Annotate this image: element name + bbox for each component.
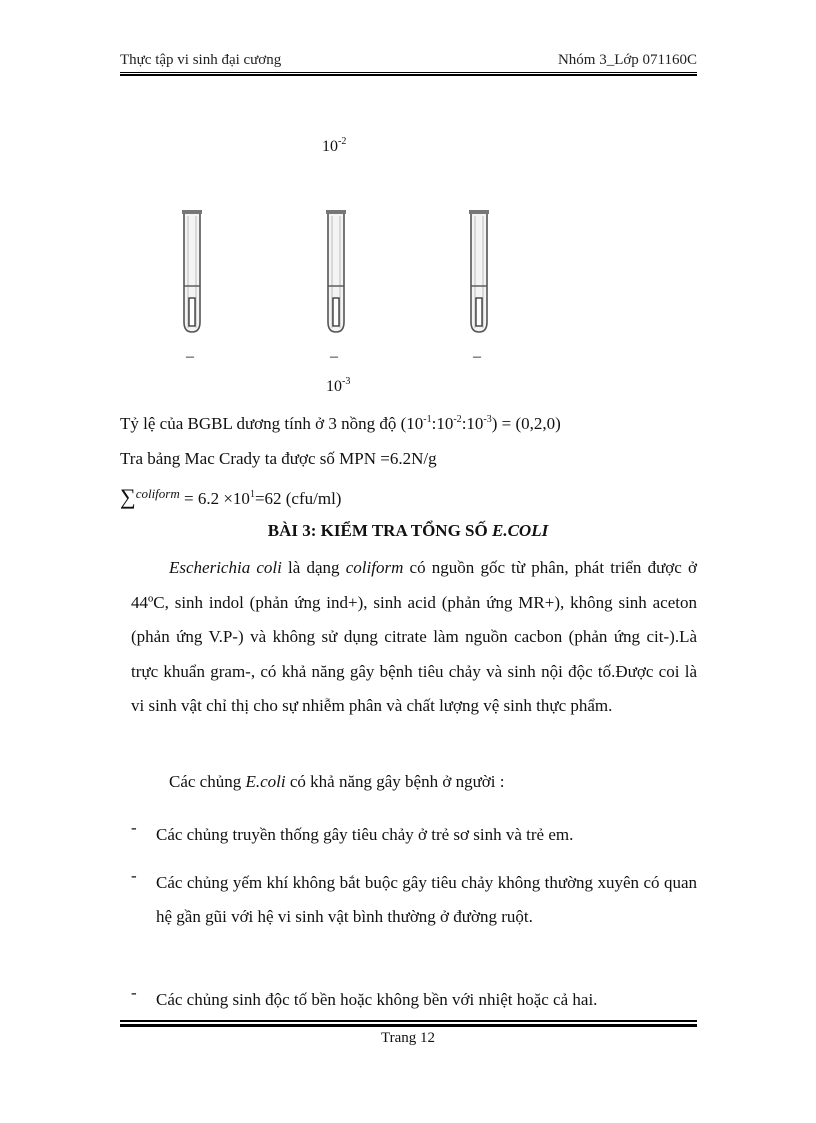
pathogenic-strains-intro: Các chủng E.coli có khả năng gây bệnh ở người : — [169, 772, 505, 791]
mpn-line: Tra bảng Mac Crady ta được số MPN =6.2N/g — [120, 449, 437, 468]
header-group-class: Nhóm 3_Lớp 071160C — [557, 52, 697, 68]
list-bullet: - — [131, 983, 137, 1002]
footer-divider — [120, 1020, 697, 1027]
page-header — [120, 50, 697, 72]
header-divider — [120, 72, 697, 76]
section-heading: BÀI 3: KIỂM TRA TỔNG SỐ E.COLI — [267, 521, 549, 540]
list-item — [131, 866, 697, 934]
header-course-title: Thực tập vi sinh đại cương — [120, 52, 282, 68]
test-tube-1 — [181, 210, 203, 334]
list-bullet: - — [131, 818, 137, 837]
test-tube-2 — [325, 210, 347, 334]
dilution-label-bottom: $10^{-3}$ — [326, 376, 351, 395]
ecoli-description-paragraph: Escherichia coli là dạng coliform có nguồn gốc từ phân, phát triển được ở 44ºC, sinh indol (phản ứng ind+), sinh acid (phản ứng MR+), không sinh aceton (phản ứng V.P-) và không sử dụng citrate làm nguồn cacbon (phản ứng cit-).Là trực khuẩn gram-, có khả năng gây bệnh tiêu chảy và sinh nội độc tố.Được coi là vi sinh vật chỉ thị cho sự nhiễm phân và chất lượng vệ sinh thực phẩm. — [131, 558, 697, 715]
tube-2-result: – — [330, 348, 338, 365]
test-tube-3 — [468, 210, 490, 334]
page-number: Trang 12 — [380, 1030, 436, 1046]
list-item-text: Các chủng yếm khí không bắt buộc gây tiêu chảy không thường xuyên có quan hệ gần gũi với hệ vi sinh vật bình thường ở đường ruột. — [156, 873, 697, 926]
tube-1-result: – — [186, 348, 194, 365]
list-bullet: - — [131, 866, 137, 885]
list-item-text: Các chủng truyền thống gây tiêu chảy ở trẻ sơ sinh và trẻ em. — [156, 825, 574, 844]
list-item-text: Các chủng sinh độc tố bền hoặc không bền với nhiệt hoặc cả hai. — [156, 990, 598, 1009]
tube-3-result: – — [473, 348, 481, 365]
list-item — [131, 818, 697, 852]
positive-ratio-line: Tỷ lệ của BGBL dương tính ở 3 nồng độ $(10^{-1}:10^{-2}:10^{-3}) = (0,2,0)$ — [120, 414, 561, 433]
sum-symbol: ∑ — [120, 484, 136, 509]
list-item — [131, 983, 697, 1017]
coliform-sum-line: $\sum^{coliform} = 6.2 \times 10^1=62$ (cfu/ml) — [120, 484, 342, 509]
dilution-label-top: $10^{-2}$ — [322, 136, 347, 155]
